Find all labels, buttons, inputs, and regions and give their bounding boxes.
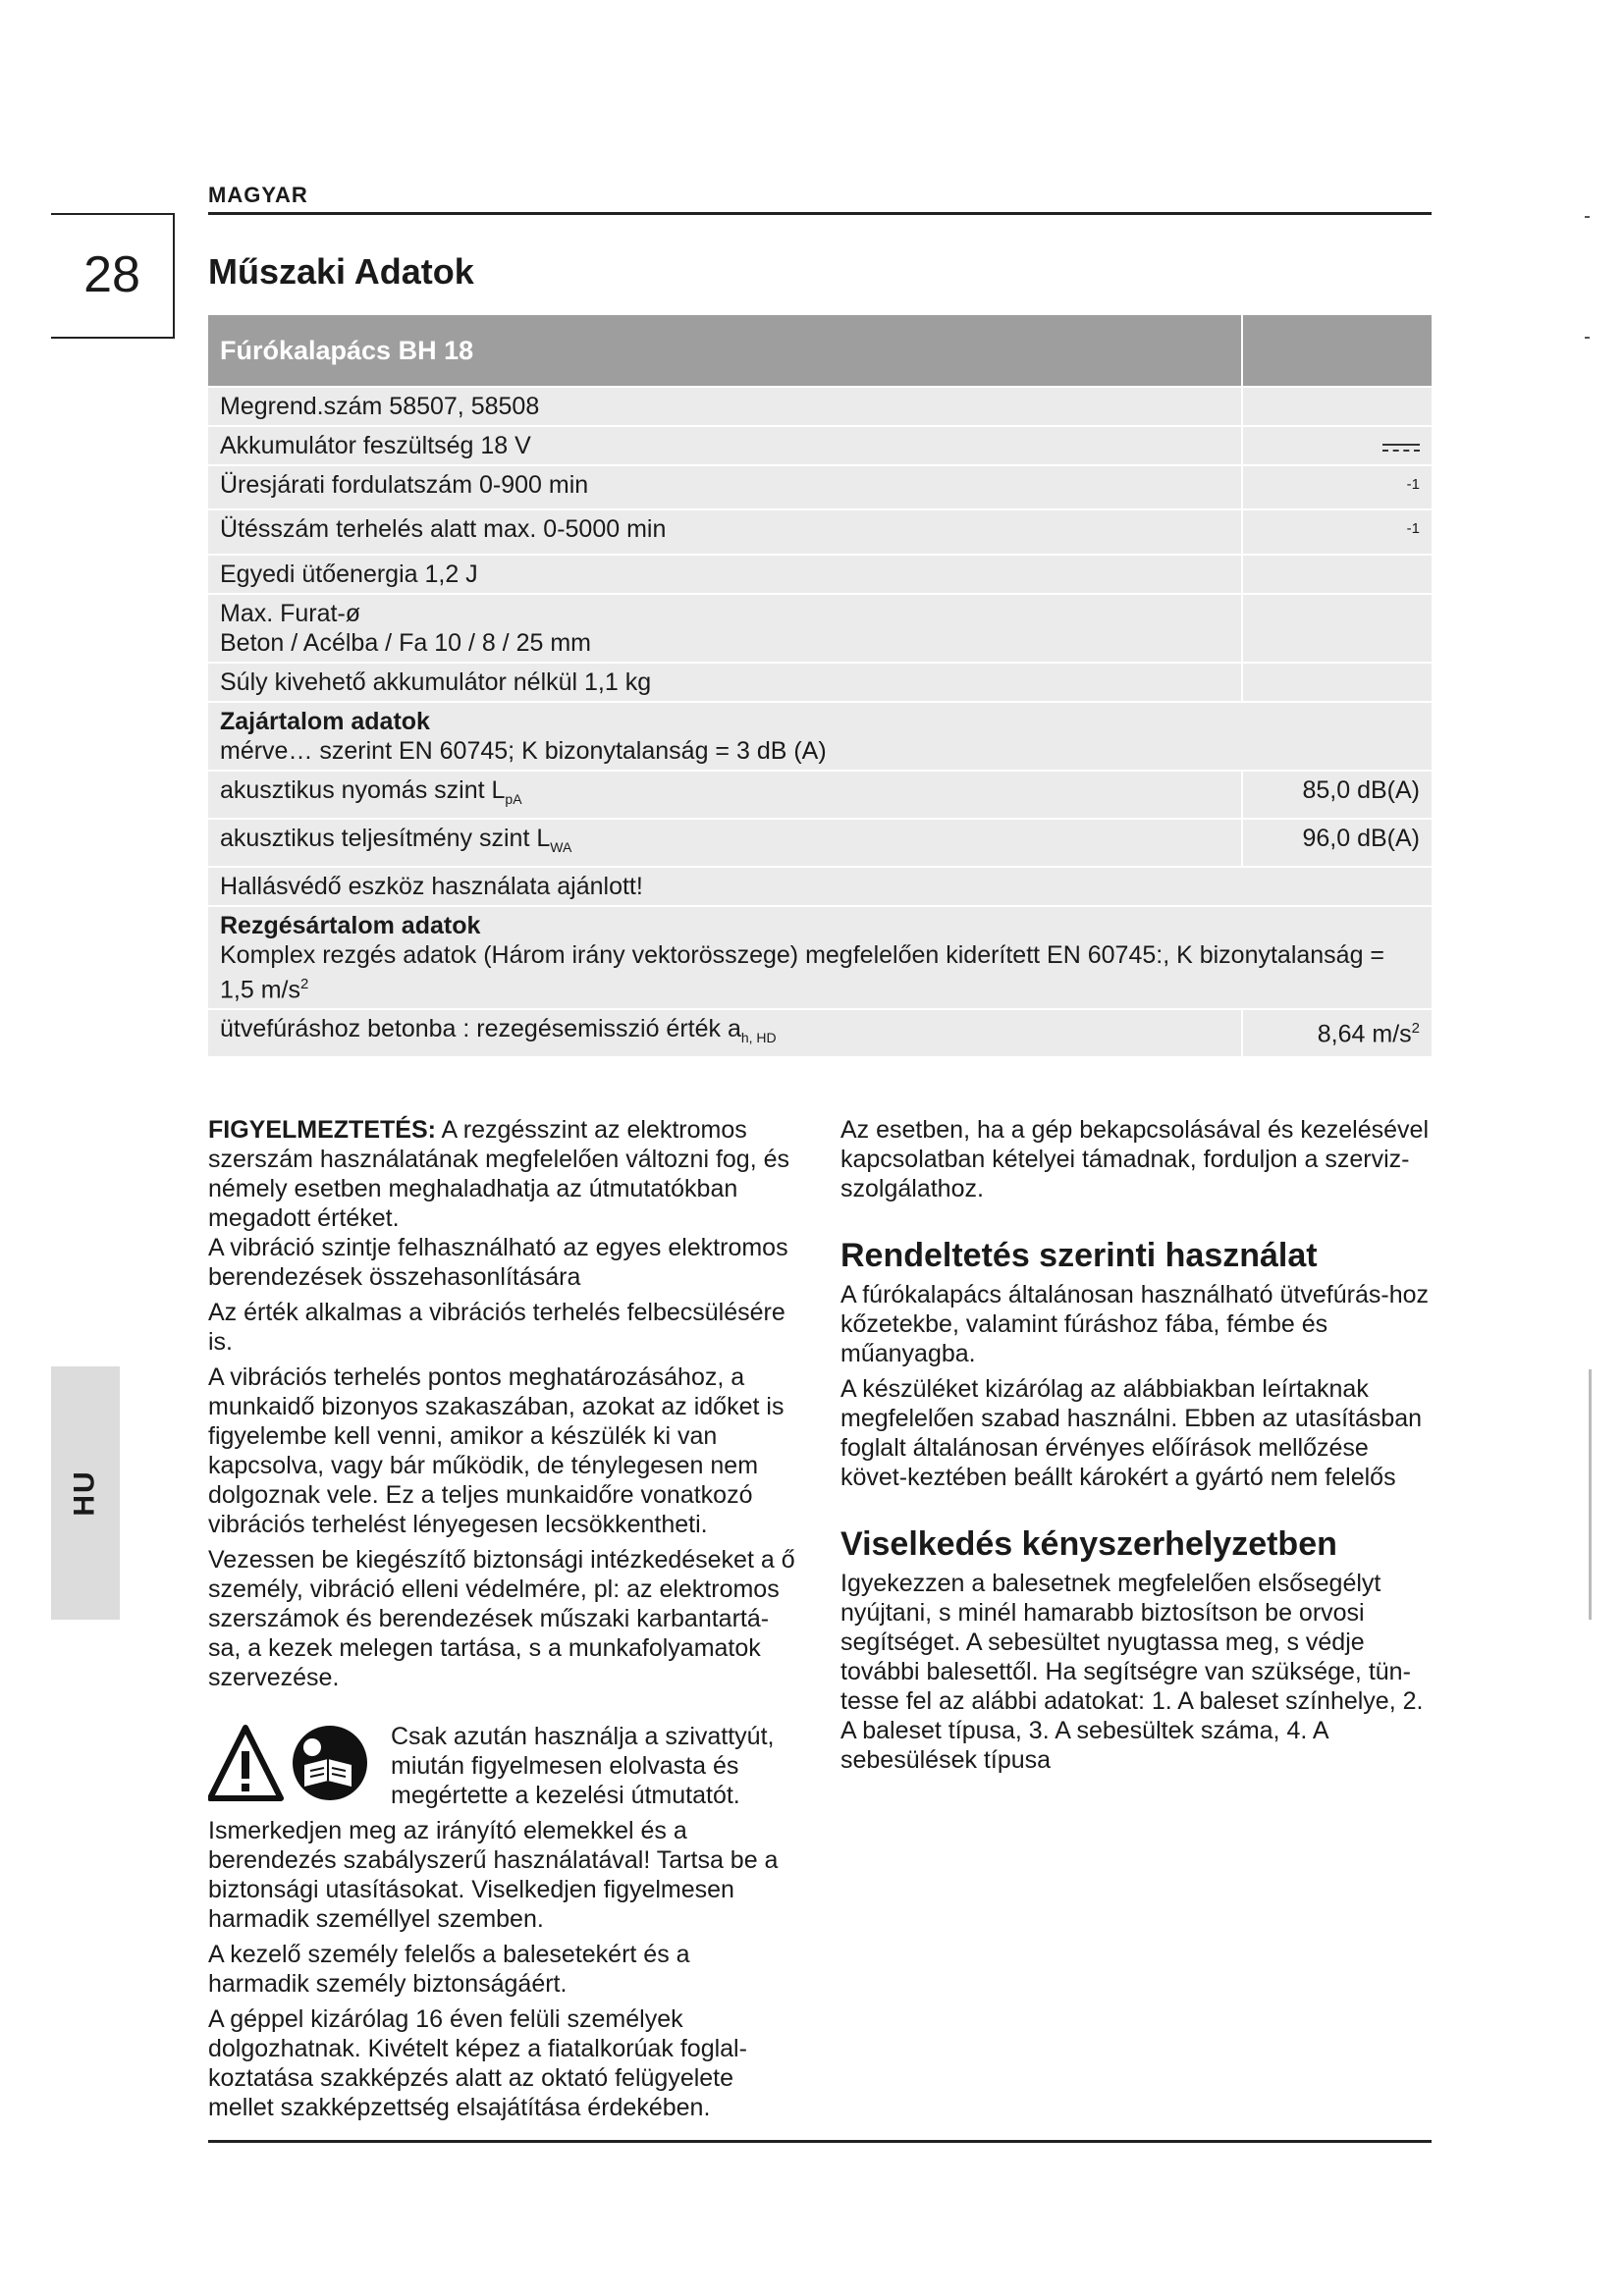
paragraph: Az esetben, ha a gép bekapcsolásával és kezelésével kapcsolatban kételyei támadnak, forduljon a szerviz-szolgálathoz.	[840, 1116, 1429, 1202]
row-label: akusztikus teljesítmény szint $L_{WA}$	[208, 820, 1241, 866]
paragraph: Az érték alkalmas a vibrációs terhelés felbecsülésére is.	[208, 1299, 785, 1356]
edge-mark	[1585, 337, 1590, 339]
right-column	[840, 1115, 1430, 1781]
safety-icon-block	[208, 1722, 797, 2122]
dc-current-icon	[1382, 442, 1420, 454]
page-number: 28	[83, 246, 140, 303]
table-row	[208, 595, 1432, 664]
paragraph: A géppel kizárólag 16 éven felüli személyek dolgozhatnak. Kivételt képez a fiatalkorúak foglal-koztatása szakképzés alatt az oktató felügyelete mellet szakképzettség elsajátítása érdekében.	[208, 2005, 747, 2121]
read-manual-icon	[293, 1726, 367, 1800]
heading-emergency: Viselkedés kényszerhelyzetben	[840, 1525, 1337, 1563]
paragraph: Vezessen be kiegészítő biztonsági intézkedéseket a ő személy, vibráció elleni védelmére, pl: az elektromos szerszámok és berendezések műszaki karbantartá-sa, a kezek melegen tartása, s a munkafolyamatok szervezése.	[208, 1546, 795, 1691]
language-side-tab	[51, 1366, 120, 1620]
table-row	[208, 664, 1432, 703]
row-label: Megrend.szám 58507, 58508	[208, 388, 1241, 425]
tech-data-table	[208, 315, 1432, 1058]
table-row	[208, 556, 1432, 595]
edge-mark	[1585, 216, 1590, 218]
noise-heading-row	[208, 703, 1432, 772]
row-value: -1	[1243, 510, 1432, 553]
header-language: MAGYAR	[208, 183, 308, 207]
hearing-protection-note: Hallásvédő eszköz használata ajánlott!	[208, 868, 1432, 905]
row-label: Üresjárati fordulatszám 0-900 min	[208, 466, 1241, 508]
noise-subtitle: mérve… szerint EN 60745; K bizonytalanság = 3 dB (A)	[220, 736, 827, 765]
row-value: -1	[1243, 466, 1432, 508]
icon-text: Csak azután használja a szivattyút, miután figyelmesen elolvasta és megértette a kezelési útmutatót.	[391, 1723, 775, 1809]
noise-heading: Zajártalom adatok	[220, 707, 430, 735]
row-label: akusztikus nyomás szint $L_{pA}$	[208, 772, 1241, 818]
row-value	[1243, 388, 1432, 425]
paragraph: Igyekezzen a balesetnek megfelelően elsősegélyt nyújtani, s minél hamarabb biztosítson be orvosi segítséget. A sebesültet nyugtassa meg, s védje további balesettől. Ha segítségre van szüksége, tün-tesse fel az alábbi adatokat: 1. A baleset színhelye, 2. A baleset típusa, 3. A sebesültek száma, 4. A sebesülések típusa	[840, 1570, 1424, 1774]
warning-triangle-icon	[210, 1728, 281, 1798]
table-row	[208, 427, 1432, 466]
header-rule	[208, 212, 1432, 215]
table-row	[208, 868, 1432, 907]
footer-rule	[208, 2140, 1432, 2143]
table-row	[208, 820, 1432, 868]
heading-intended-use: Rendeltetés szerinti használat	[840, 1237, 1318, 1274]
paragraph: A fúrókalapács általánosan használható ütvefúrás-hoz kőzetekbe, valamint fúráshoz fába, fémbe és műanyagba.	[840, 1281, 1429, 1367]
row-value: 96,0 dB(A)	[1243, 820, 1432, 866]
paragraph: A kezelő személy felelős a balesetekért és a harmadik személy biztonságáért.	[208, 1941, 690, 1998]
row-value	[1243, 595, 1432, 662]
paragraph: A vibrációs terhelés pontos meghatározásához, a munkaidő bizonyos szakaszában, azokat az időket is figyelembe kell venni, amikor a készülék ki van kapcsolva, vagy bár működik, de ténylegesen nem dolgoznak vele. Ez a teljes munkaidőre vonatkozó vibrációs terhelést lényegesen lecsökkentheti.	[208, 1363, 785, 1538]
paragraph: Ismerkedjen meg az irányító elemekkel és a berendezés szabályszerű használatával! Tartsa be a biztonsági utasításokat. Viselkedjen figyelmesen harmadik személlyel szemben.	[208, 1817, 779, 1933]
left-column	[208, 1115, 797, 2128]
paragraph: A vibráció szintje felhasználható az egyes elektromos berendezések összehasonlítására	[208, 1234, 788, 1291]
table-header-value-cell	[1243, 315, 1432, 386]
vibration-heading-row	[208, 907, 1432, 1010]
row-label: Ütésszám terhelés alatt max. 0-5000 min	[208, 510, 1241, 553]
side-tab-label: HU	[69, 1469, 101, 1517]
edge-line	[1589, 1369, 1592, 1620]
table-row	[208, 388, 1432, 427]
row-label: Egyedi ütőenergia 1,2 J	[208, 556, 1241, 593]
warning-label: FIGYELMEZTETÉS:	[208, 1116, 436, 1144]
table-header-row	[208, 315, 1432, 388]
paragraph: A készüléket kizárólag az alábbiakban leírtaknak megfelelően szabad használni. Ebben az utasításban foglalt általánosan érvényes előírások mellőzése követ-keztében beállt károkért a gyártó nem felelős	[840, 1375, 1423, 1491]
table-row	[208, 466, 1432, 510]
row-label: Akkumulátor feszültség 18 V	[208, 427, 1241, 464]
row-value	[1243, 664, 1432, 701]
row-value	[1243, 427, 1432, 464]
row-value	[1243, 556, 1432, 593]
table-row	[208, 772, 1432, 820]
row-label: ütvefúráshoz betonba : rezegésemisszió érték $a_{h, HD}$	[208, 1010, 1241, 1056]
row-value: 8,64 $m/s^2$	[1243, 1010, 1432, 1056]
table-row	[208, 1010, 1432, 1058]
paragraph: FIGYELMEZTETÉS: A rezgésszint az elektromos szerszám használatának megfelelően változni fog, és némely esetben meghaladhatja az útmutatókban megadott értéket.	[208, 1116, 789, 1232]
row-label: Súly kivehető akkumulátor nélkül 1,1 kg	[208, 664, 1241, 701]
table-row	[208, 510, 1432, 555]
row-label: Max. Furat-ø Beton / Acélba / Fa 10 / 8 / 25 mm	[208, 595, 1241, 662]
table-title: Fúrókalapács BH 18	[208, 315, 1241, 386]
vibration-heading: Rezgésártalom adatok	[220, 911, 481, 939]
safety-icons	[208, 1722, 383, 1810]
section-title: Műszaki Adatok	[208, 251, 474, 292]
vibration-text: Komplex rezgés adatok (Három irány vektorösszege) megfelelően kiderített EN 60745:, K bizonytalanság =	[220, 940, 1385, 969]
row-value: 85,0 dB(A)	[1243, 772, 1432, 818]
vibration-uncertainty: 1,5 $m/s^2$	[220, 975, 309, 1003]
